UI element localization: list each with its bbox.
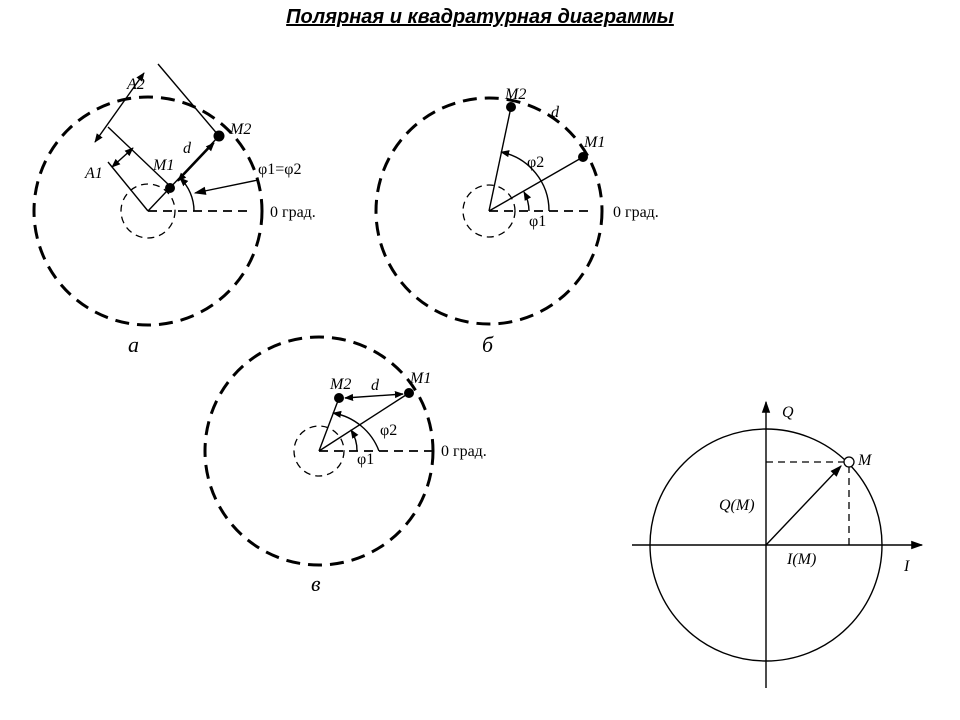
vector-m2 bbox=[319, 398, 339, 451]
dimension-d bbox=[345, 394, 403, 398]
label-m2: M2 bbox=[230, 121, 252, 138]
point-m bbox=[844, 457, 854, 467]
label-phi: φ1=φ2 bbox=[258, 161, 302, 178]
label-zero-degree: 0 град. bbox=[613, 204, 659, 221]
label-i-of-m: I(M) bbox=[787, 551, 817, 568]
label-m1: M1 bbox=[584, 134, 606, 151]
label-phi2: φ2 bbox=[527, 154, 545, 171]
label-d: d bbox=[371, 377, 379, 394]
point-m2 bbox=[506, 102, 516, 112]
label-phi1: φ1 bbox=[529, 213, 547, 230]
page-title: Полярная и квадратурная диаграммы bbox=[286, 6, 674, 28]
point-m2 bbox=[334, 393, 344, 403]
vector-m bbox=[766, 466, 841, 545]
label-m: M bbox=[858, 452, 872, 469]
label-q: Q bbox=[782, 404, 794, 421]
extension-a1-start bbox=[108, 162, 148, 211]
point-m1 bbox=[165, 183, 175, 193]
label-zero-degree: 0 град. bbox=[270, 204, 316, 221]
label-m2: M2 bbox=[330, 376, 352, 393]
label-m1: M1 bbox=[153, 157, 175, 174]
label-zero-degree: 0 град. bbox=[441, 443, 487, 460]
point-m1 bbox=[404, 388, 414, 398]
dimension-a1 bbox=[112, 148, 133, 167]
angle-arc bbox=[180, 178, 194, 211]
polar-diagram-b bbox=[376, 86, 659, 357]
point-m2 bbox=[214, 131, 225, 142]
label-m1: M1 bbox=[410, 370, 432, 387]
angle-arc-phi1 bbox=[524, 192, 529, 211]
polar-diagram-v bbox=[205, 337, 487, 596]
label-d: d bbox=[551, 104, 559, 121]
label-a1: A1 bbox=[85, 165, 103, 182]
caption-b: б bbox=[482, 332, 494, 357]
phi-pointer bbox=[195, 180, 258, 193]
label-d: d bbox=[183, 140, 191, 157]
caption-a: а bbox=[128, 332, 139, 357]
label-i: I bbox=[904, 558, 910, 575]
point-m1 bbox=[578, 152, 588, 162]
label-m2: M2 bbox=[505, 86, 527, 103]
angle-arc-phi1 bbox=[351, 430, 357, 451]
caption-v: в bbox=[311, 571, 321, 596]
polar-diagram-a bbox=[34, 64, 316, 357]
label-a2: A2 bbox=[127, 76, 145, 93]
label-q-of-m: Q(M) bbox=[719, 497, 755, 514]
label-phi2: φ2 bbox=[380, 422, 398, 439]
label-phi1: φ1 bbox=[357, 451, 375, 468]
quadrature-diagram bbox=[632, 402, 922, 688]
vector-m2 bbox=[489, 107, 511, 211]
